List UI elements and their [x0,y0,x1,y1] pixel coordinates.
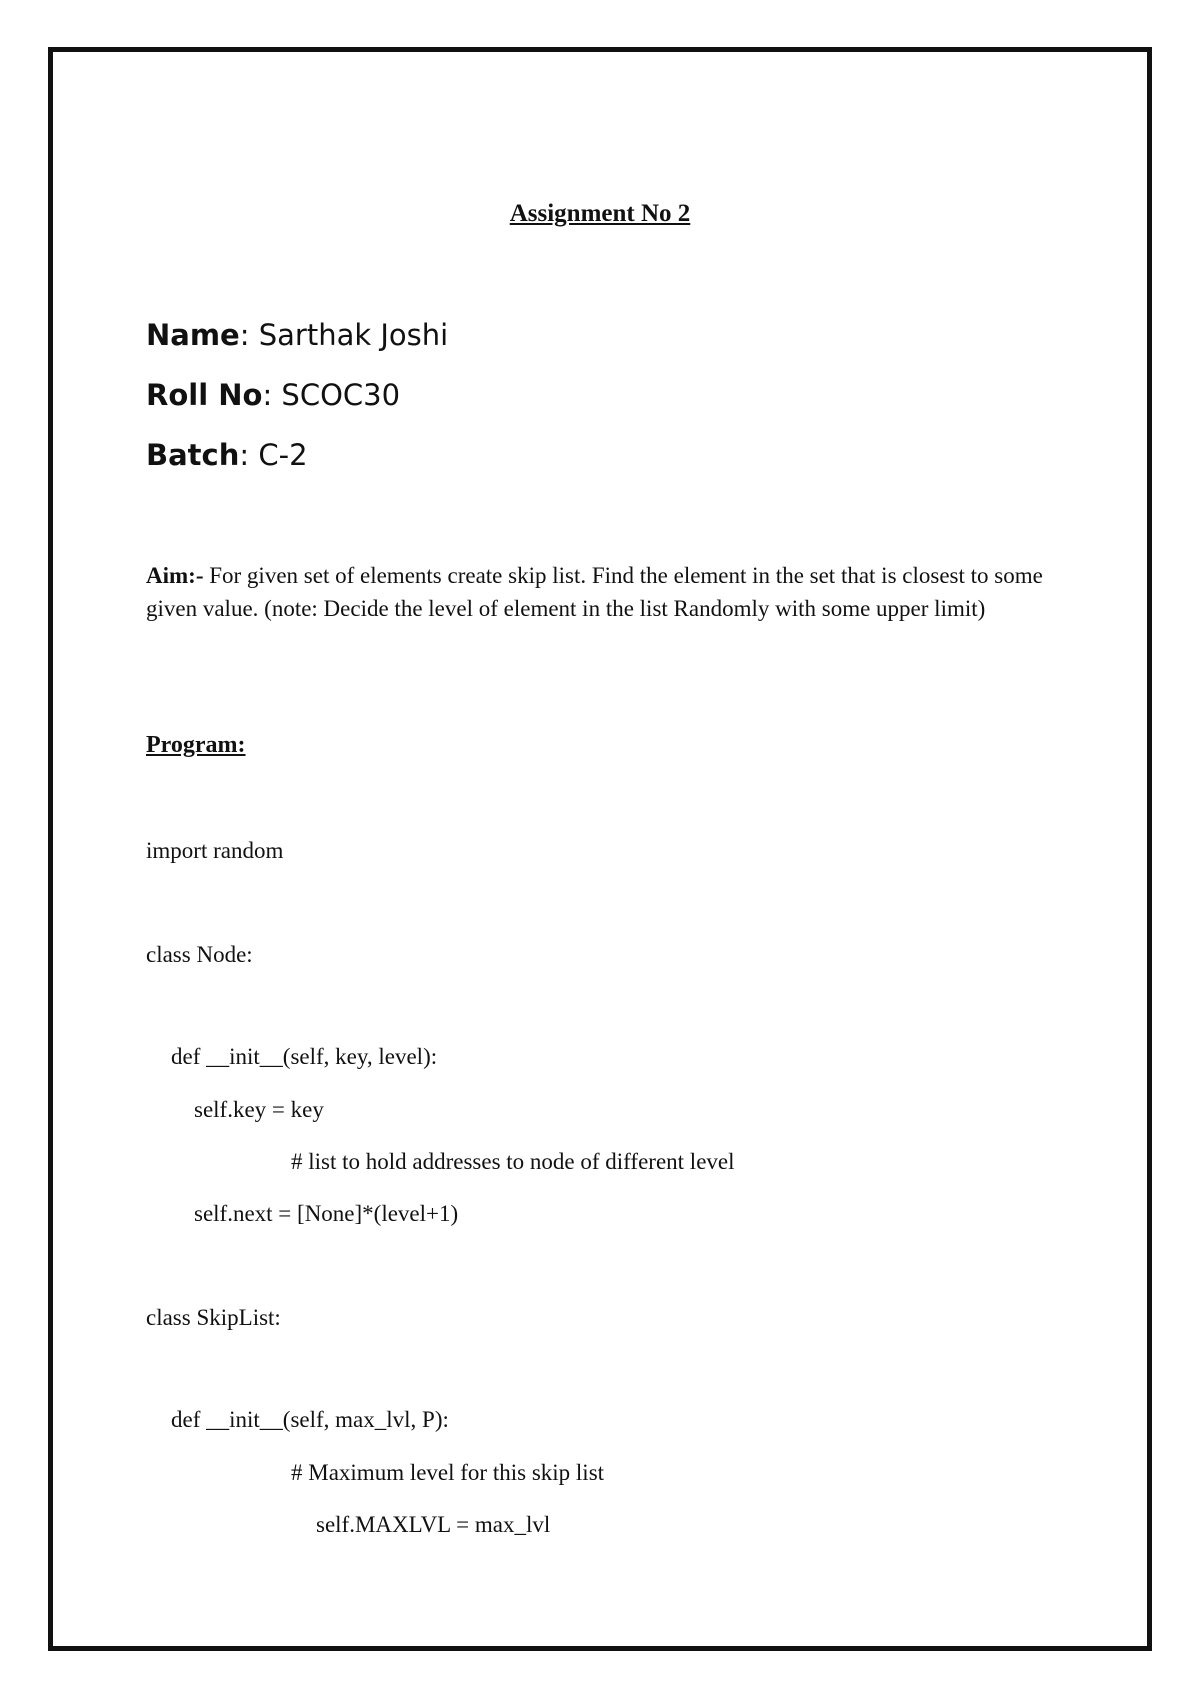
code-line: def __init__(self, key, level): [171,1044,438,1069]
batch-value: : C-2 [239,438,308,472]
roll-label: Roll No [146,378,263,412]
aim-text: For given set of elements create skip list. Find the element in the set that is closest to some given value. (note: Decide the level of element in the list Randomly with some upper limit) [146,563,1043,621]
batch [146,438,308,472]
roll-value: : SCOC30 [262,378,401,412]
aim-paragraph [146,559,1046,625]
name-label: Name [146,318,240,352]
code-line: class Node: [146,942,253,967]
code-line: import random [146,838,284,863]
code-line: def __init__(self, max_lvl, P): [171,1407,449,1432]
name-value: : Sarthak Joshi [239,318,449,352]
student-name [146,318,448,352]
code-line: self.key = key [194,1097,324,1122]
code-comment: # Maximum level for this skip list [291,1460,605,1485]
roll-number [146,378,400,412]
code-line: self.MAXLVL = max_lvl [316,1512,551,1537]
code-comment: # list to hold addresses to node of different level [291,1149,735,1174]
page-title: Assignment No 2 [509,200,691,227]
program-heading: Program: [146,732,246,758]
code-line: self.next = [None]*(level+1) [194,1201,459,1226]
code-line: class SkipList: [146,1305,281,1330]
batch-label: Batch [146,438,240,472]
aim-label: Aim:- [146,563,204,588]
